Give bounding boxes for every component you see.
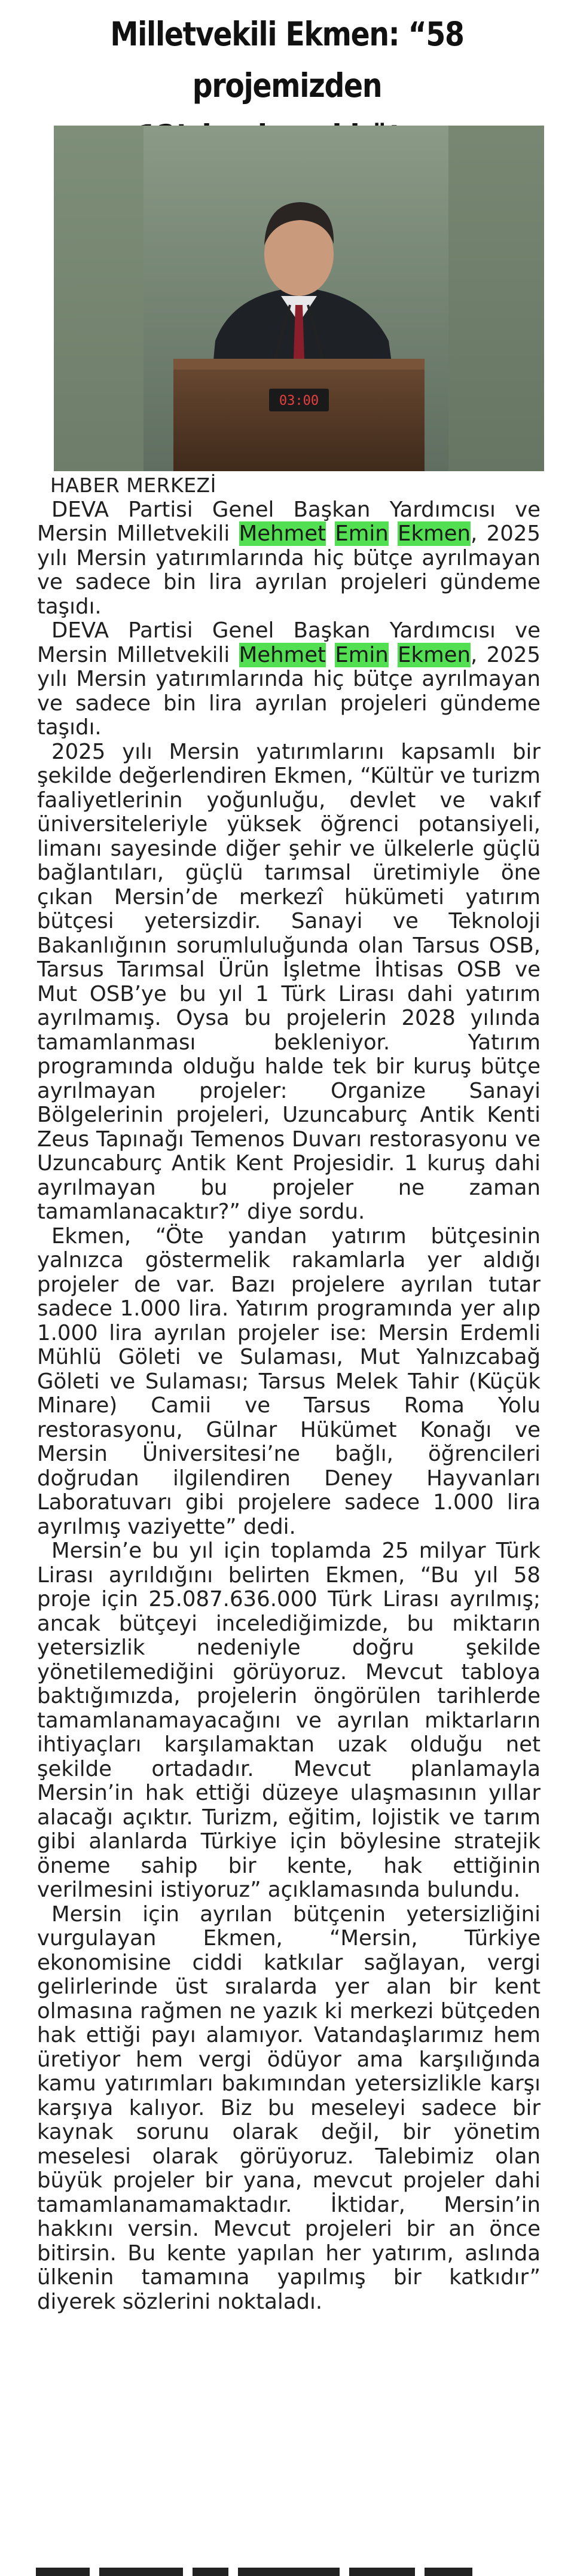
byline: HABER MERKEZİ bbox=[50, 474, 216, 497]
headline-line-1: Milletvekili Ekmen: “58 projemizden bbox=[110, 15, 464, 105]
paragraph-text: Ekmen, “Öte yandan yatırım bütçesinin yalnızca göstermelik rakamlarla yer aldığı projeler de var. Bazı projelere ayrılan tutar sadece 1.000 lira. Yatırım programında yer alıp 1.000 lira ayrılan projeler ise: Mersin Erdemli Mühlü Göleti ve Sulaması, Mut Yalnızcabağ Göleti ve Sulaması; Tarsus Melek Tahir (Küçük Minare) Camii ve Tarsus Roma Yolu restorasyonu, Gülnar Hükümet Konağı ve Mersin Üniversitesi’ne bağlı, öğrencileri doğrudan ilgilendiren Deney Hayvanları Laboratuvarı gibi projelere sadece 1.000 lira ayrılmış vaziyette” dedi. bbox=[37, 1223, 541, 1539]
paragraph-text: 2025 yılı Mersin yatırımlarını kapsamlı bir şekilde değerlendiren Ekmen, “Kültür ve turizm faaliyetlerinin yoğunluğu, devlet ve vakıf üniversiteleriyle yüksek öğrenci potansiyeli, limanı sayesinde diğer şehir ve ülkelerle güçlü bağlantıları, güçlü tarımsal üretimiyle öne çıkan Mersin’de merkezî hükümeti yatırım bütçesi yetersizdir. Sanayi ve Teknoloji Bakanlığının sorumluluğunda olan Tarsus OSB, Tarsus Tarımsal Ürün İşletme İhtisas OSB ve Mut OSB’ye bu yıl 1 Türk Lirası dahi yatırım ayrılmamış. Oysa bu projelerin 2028 yılında tamamlanması bekleniyor. Yatırım programında olduğu halde tek bir kuruş bütçe ayrılmayan projeler: Organize Sanayi Bölgelerinin projeleri, Uzuncaburç Antik Kenti Zeus Tapınağı Temenos Duvarı restorasyonu ve Uzuncaburç Antik Kent Projesidir. 1 kuruş dahi ayrılmayan bu projeler ne zaman tamamlanacaktır?” diye sordu. bbox=[37, 739, 541, 1224]
paragraph-text: Mersin için ayrılan bütçenin yetersizliğini vurgulayan Ekmen, “Mersin, Türkiye ekonomisine ciddi katkılar sağlayan, vergi gelirlerinde üst sıralarda yer alan bir kent olmasına rağmen ne yazık ki merkezi bütçeden hak ettiği payı alamıyor. Vatandaşlarımız hem üretiyor hem vergi ödüyor ama karşılığında kamu yatırımları bakımından yetersizlikle karşı karşıya kalıyor. Biz bu meseleyi sadece bir kaynak sorunu olarak değil, bir yönetim meselesi olarak görüyoruz. Talebimiz olan büyük projeler bir yana, mevcut projeler dahi tamamlanamamaktadır. İktidar, Mersin’in hakkını versin. Mevcut projeleri bir an önce bitirsin. Bu kente yapılan her yatırım, aslında ülkenin tamamına yapılmış bir katkıdır” diyerek sözlerini noktaladı. bbox=[37, 1902, 541, 2314]
paragraph-text: , 2025 yılı Mersin yatırımlarında hiç bütçe ayrılmayan ve sadece bin lira ayrılan projeleri gündeme taşıdı. bbox=[37, 642, 541, 740]
paragraph bbox=[37, 498, 541, 619]
paragraph bbox=[37, 1903, 541, 2315]
article-paragraphs bbox=[37, 498, 541, 2315]
highlighted-name: Mehmet bbox=[239, 521, 326, 546]
paragraph-text: DEVA Partisi Genel Başkan Yardımcısı ve Mersin Milletvekili bbox=[37, 618, 541, 667]
paragraph bbox=[37, 1539, 541, 1903]
highlighted-name: Ekmen bbox=[398, 642, 471, 667]
podium-timer-display: 03:00 bbox=[279, 393, 319, 408]
paragraph-text bbox=[389, 643, 398, 667]
highlighted-name: Emin bbox=[335, 521, 389, 546]
paragraph bbox=[37, 619, 541, 740]
paragraph-text: Mersin’e bu yıl için toplamda 25 milyar Türk Lirası ayrıldığını belirten Ekmen, “Bu yıl 58 proje için 25.087.636.000 Türk Lirası ayrılmış; ancak bütçeyi incelediğimizde, bu miktarın yetersizlik nedeniyle doğru şekilde yönetilemediğini görüyoruz. Mevcut tabloya baktığımızda, projelerin öngörülen tarihlerde tamamlanamayacağını ve ayrılan miktarların ihtiyaçları karşılamaktan uzak olduğu net şekilde ortadadır. Mevcut planlamayla Mersin’in hak ettiği düzeye ulaşmasının yıllar alacağı açıktır. Turizm, eğitim, lojistik ve tarım gibi alanlarda Türkiye için böylesine stratejik öneme sahip bir kente, hak ettiğinin verilmesini istiyoruz” açıklamasında bulundu. bbox=[37, 1539, 541, 1902]
article-body bbox=[37, 474, 541, 2314]
cut-off-next-text bbox=[36, 2564, 514, 2576]
highlighted-name: Emin bbox=[335, 642, 389, 667]
paragraph-text bbox=[389, 521, 398, 546]
article-photo bbox=[54, 126, 544, 471]
highlighted-name: Mehmet bbox=[239, 642, 326, 667]
paragraph-text: DEVA Partisi Genel Başkan Yardımcısı ve Mersin Milletvekili bbox=[37, 497, 541, 546]
paragraph-text bbox=[326, 643, 335, 667]
highlighted-name: Ekmen bbox=[398, 521, 471, 546]
paragraph bbox=[37, 740, 541, 1225]
paragraph-text: , 2025 yılı Mersin yatırımlarında hiç bütçe ayrılmayan ve sadece bin lira ayrılan projeleri gündeme taşıdı. bbox=[37, 521, 541, 619]
speaker-at-podium-photo bbox=[54, 126, 544, 471]
paragraph-text bbox=[326, 521, 335, 546]
paragraph bbox=[37, 1225, 541, 1540]
